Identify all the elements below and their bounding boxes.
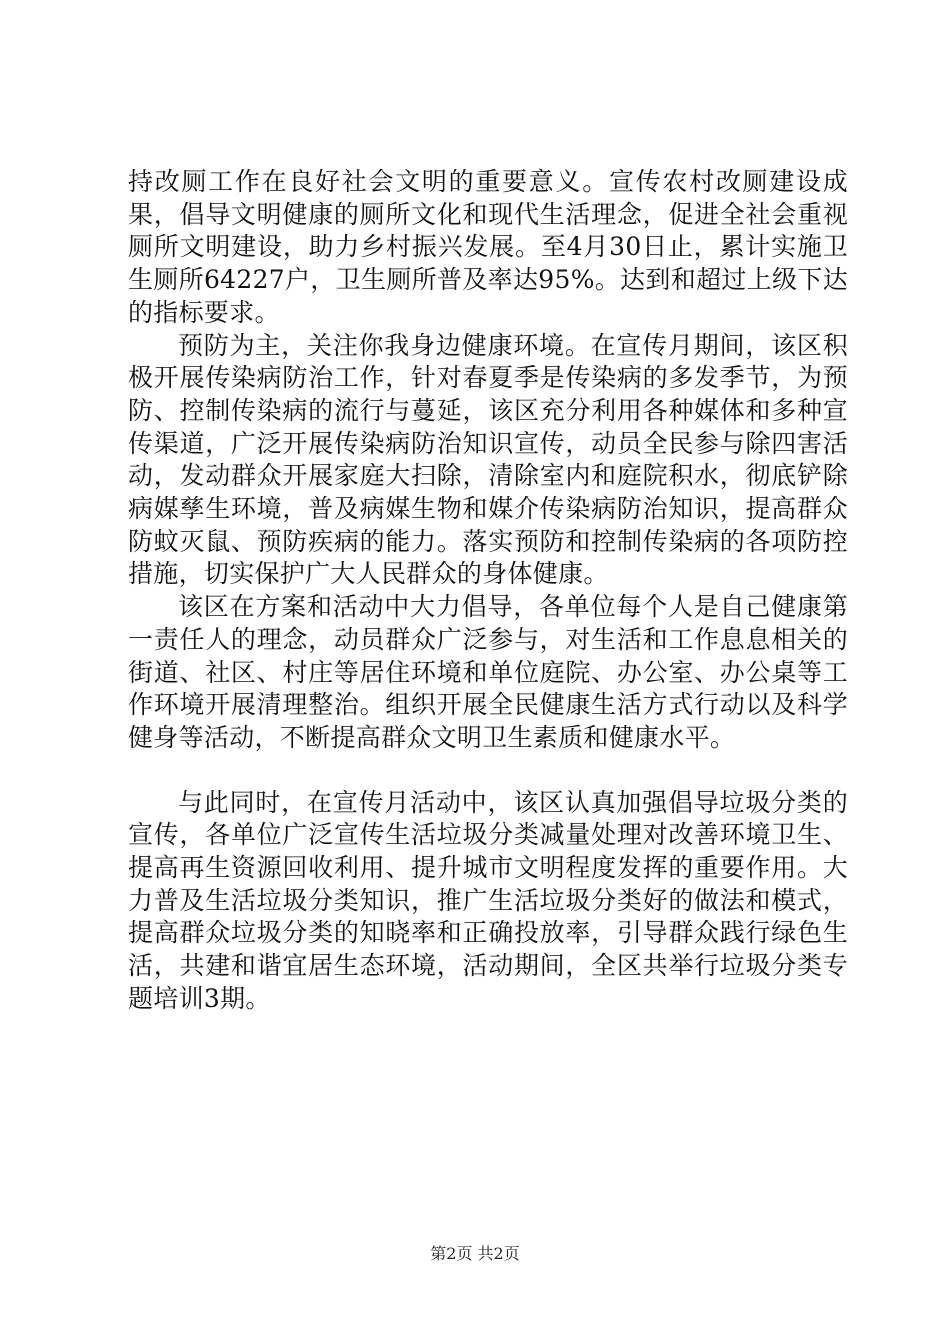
paragraph-toilet-reform: 持改厕工作在良好社会文明的重要意义。宣传农村改厕建设成果，倡导文明健康的厕所文化和现代生活理念，促进全社会重视厕所文明建设，助力乡村振兴发展。至4月30日止，累计实施卫生厕所64227户，卫生厕所普及率达95%。达到和超过上级下达的指标要求。 [128,167,848,327]
paragraph-disease-prevention: 预防为主，关注你我身边健康环境。在宣传月期间，该区积极开展传染病防治工作，针对春夏季是传染病的多发季节，为预防、控制传染病的流行与蔓延，该区充分利用各种媒体和多种宣传渠道，广泛开展传染病防治知识宣传，动员全民参与除四害活动，发动群众开展家庭大扫除，清除室内和庭院积水，彻底铲除病媒孳生环境，普及病媒生物和媒介传染病防治知识，提高群众防蚊灭鼠、预防疾病的能力。落实预防和控制传染病的各项防控措施，切实保护广大人民群众的身体健康。 [128,330,848,589]
paragraph-garbage-sorting: 与此同时，在宣传月活动中，该区认真加强倡导垃圾分类的宣传，各单位广泛宣传生活垃圾分类减量处理对改善环境卫生、提高再生资源回收利用、提升城市文明程度发挥的重要作用。大力普及生活垃圾分类知识，推广生活垃圾分类好的做法和模式，提高群众垃圾分类的知晓率和正确投放率，引导群众践行绿色生活，共建和谐宜居生态环境，活动期间，全区共举行垃圾分类专题培训3期。 [128,787,848,1013]
page-number-footer: 第2页 共2页 [430,1244,520,1263]
paragraph-health-responsibility: 该区在方案和活动中大力倡导，各单位每个人是自己健康第一责任人的理念，动员群众广泛参与，对生活和工作息息相关的街道、社区、村庄等居住环境和单位庭院、办公室、办公桌等工作环境开展清理整治。组织开展全民健康生活方式行动以及科学健身等活动，不断提高群众文明卫生素质和健康水平。 [128,592,848,752]
document-body [128,166,848,1016]
